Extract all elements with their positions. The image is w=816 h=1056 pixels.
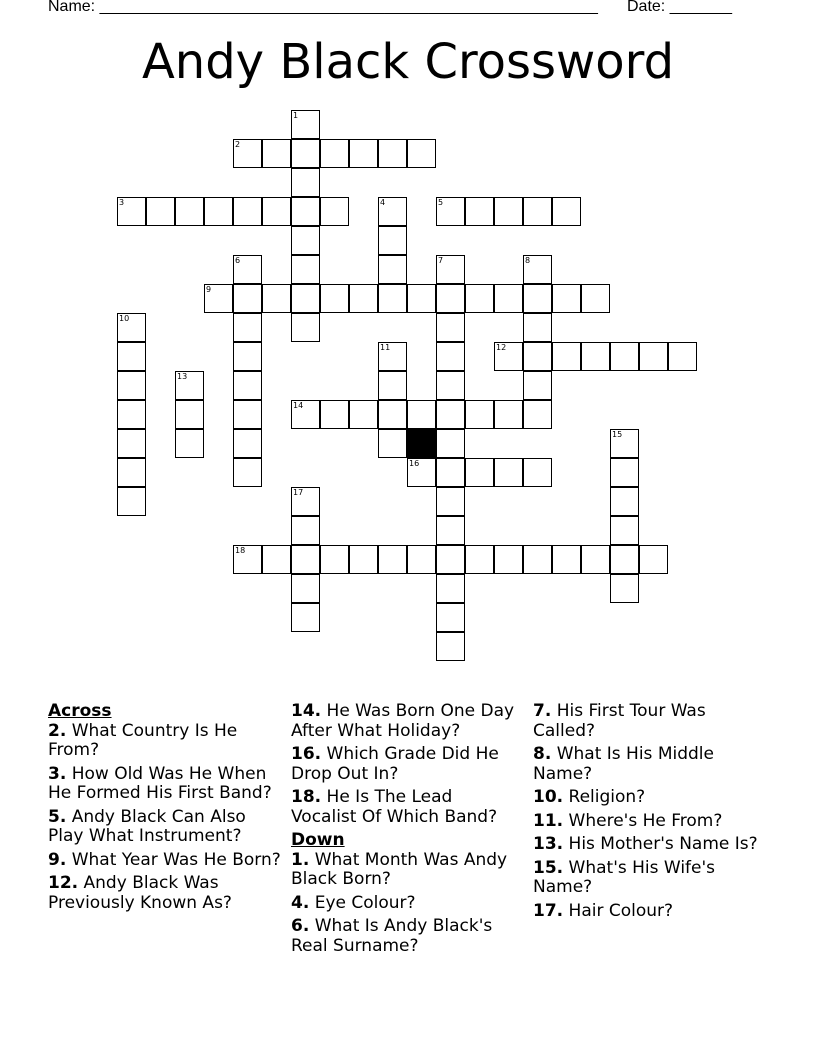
clue-across-16: 16. Which Grade Did He Drop Out In? (291, 744, 499, 784)
grid-cell[interactable] (204, 284, 233, 313)
cell-number: 10 (119, 314, 130, 323)
grid-cell[interactable] (494, 284, 523, 313)
clue-across-14: 14. He Was Born One Day After What Holiday? (291, 701, 515, 741)
grid-cell[interactable] (494, 197, 523, 226)
grid-cell[interactable] (233, 371, 262, 400)
grid-cell[interactable] (610, 458, 639, 487)
grid-cell[interactable] (436, 429, 465, 458)
clue-across-3: 3. How Old Was He When He Formed His First Band? (48, 763, 272, 803)
grid-cell[interactable] (465, 400, 494, 429)
grid-cell[interactable] (204, 197, 233, 226)
grid-cell[interactable] (610, 342, 639, 371)
grid-cell[interactable] (552, 342, 581, 371)
grid-cell[interactable] (523, 342, 552, 371)
grid-cell[interactable] (494, 458, 523, 487)
clue-down-10: 10. Religion? (533, 787, 646, 807)
cell-number: 5 (438, 198, 444, 207)
grid-cell[interactable] (407, 545, 436, 574)
grid-cell[interactable] (233, 313, 262, 342)
clue-down-13: 13. His Mother's Name Is? (533, 834, 758, 854)
grid-cell[interactable] (668, 342, 697, 371)
grid-cell[interactable] (233, 458, 262, 487)
grid-cell[interactable] (407, 284, 436, 313)
grid-cell[interactable] (378, 226, 407, 255)
cell-number: 16 (409, 459, 420, 468)
grid-cell[interactable] (378, 284, 407, 313)
grid-cell[interactable] (581, 545, 610, 574)
grid-cell[interactable] (436, 400, 465, 429)
grid-cell[interactable] (610, 429, 639, 458)
grid-cell[interactable] (291, 284, 320, 313)
cell-number: 18 (235, 546, 246, 555)
grid-cell[interactable] (494, 545, 523, 574)
grid-cell[interactable] (494, 400, 523, 429)
grid-cell[interactable] (523, 197, 552, 226)
grid-cell[interactable] (581, 342, 610, 371)
grid-cell[interactable] (378, 429, 407, 458)
grid-cell[interactable] (523, 255, 552, 284)
grid-cell[interactable] (291, 197, 320, 226)
grid-cell[interactable] (436, 371, 465, 400)
grid-cell[interactable] (117, 429, 146, 458)
grid-cell[interactable] (639, 545, 668, 574)
cell-number: 17 (293, 488, 304, 497)
grid-cell[interactable] (117, 400, 146, 429)
cell-number: 9 (206, 285, 212, 294)
grid-cell[interactable] (639, 342, 668, 371)
grid-cell[interactable] (378, 371, 407, 400)
grid-cell[interactable] (436, 313, 465, 342)
grid-cell[interactable] (436, 545, 465, 574)
grid-cell[interactable] (465, 197, 494, 226)
grid-cell[interactable] (523, 284, 552, 313)
grid-cell[interactable] (436, 458, 465, 487)
grid-cell[interactable] (291, 545, 320, 574)
grid-cell[interactable] (320, 139, 349, 168)
grid-cell[interactable] (407, 400, 436, 429)
clue-across-9: 9. What Year Was He Born? (48, 849, 281, 870)
clue-down-4: 4. Eye Colour? (291, 892, 416, 913)
grid-cell[interactable] (117, 197, 146, 226)
grid-cell[interactable] (262, 284, 291, 313)
clue-down-7: 7. His First Tour Was Called? (533, 701, 706, 741)
grid-cell[interactable] (552, 545, 581, 574)
grid-cell[interactable] (610, 516, 639, 545)
grid-cell[interactable] (117, 342, 146, 371)
grid-cell[interactable] (610, 487, 639, 516)
grid-cell[interactable] (262, 197, 291, 226)
grid-cell[interactable] (465, 458, 494, 487)
grid-cell[interactable] (291, 400, 320, 429)
grid-cell[interactable] (175, 400, 204, 429)
grid-cell[interactable] (349, 545, 378, 574)
grid-cell[interactable] (291, 110, 320, 139)
cell-number: 1 (293, 111, 299, 120)
grid-cell[interactable] (552, 197, 581, 226)
cell-number: 11 (380, 343, 391, 352)
grid-cell[interactable] (465, 284, 494, 313)
grid-cell[interactable] (175, 371, 204, 400)
grid-cell[interactable] (291, 168, 320, 197)
clue-down-1: 1. What Month Was Andy Black Born? (291, 849, 508, 889)
grid-cell[interactable] (349, 400, 378, 429)
grid-cell[interactable] (436, 487, 465, 516)
grid-cell[interactable] (436, 255, 465, 284)
clues-column-1 (48, 702, 283, 917)
cell-number: 6 (235, 256, 241, 265)
grid-cell[interactable] (262, 545, 291, 574)
grid-cell[interactable] (117, 458, 146, 487)
grid-cell[interactable] (436, 516, 465, 545)
grid-cell[interactable] (320, 197, 349, 226)
grid-cell[interactable] (175, 429, 204, 458)
cell-number: 13 (177, 372, 188, 381)
grid-cell[interactable] (407, 458, 436, 487)
clue-down-17: 17. Hair Colour? (533, 900, 674, 921)
grid-cell[interactable] (436, 284, 465, 313)
grid-cell[interactable] (233, 139, 262, 168)
page-title: Andy Black Crossword (141, 34, 675, 90)
grid-cell[interactable] (349, 139, 378, 168)
date-line: Date: _______ (627, 0, 732, 15)
grid-cell[interactable] (233, 255, 262, 284)
clue-across-5: 5. Andy Black Can Also Play What Instrument? (48, 806, 246, 846)
grid-cell[interactable] (378, 139, 407, 168)
grid-cell[interactable] (552, 284, 581, 313)
grid-cell[interactable] (320, 545, 349, 574)
grid-cell[interactable] (523, 545, 552, 574)
cell-number: 2 (235, 140, 241, 149)
grid-cell[interactable] (291, 255, 320, 284)
grid-cell[interactable] (233, 197, 262, 226)
grid-cell[interactable] (378, 545, 407, 574)
cell-number: 3 (119, 198, 125, 207)
clue-across-18: 18. He Is The Lead Vocalist Of Which Band? (291, 787, 498, 827)
clue-across-2: 2. What Country Is He From? (48, 720, 238, 760)
grid-cell[interactable] (523, 371, 552, 400)
grid-cell[interactable] (291, 487, 320, 516)
cell-number: 12 (496, 343, 507, 352)
cell-number: 15 (612, 430, 623, 439)
grid-cell[interactable] (233, 429, 262, 458)
clue-down-6: 6. What Is Andy Black's Real Surname? (291, 916, 493, 956)
grid-cell[interactable] (523, 313, 552, 342)
grid-cell[interactable] (378, 342, 407, 371)
grid-cell[interactable] (117, 313, 146, 342)
clue-down-15: 15. What's His Wife's Name? (533, 857, 716, 897)
clues-column-2 (291, 702, 516, 960)
grid-cell[interactable] (436, 197, 465, 226)
grid-cell[interactable] (436, 632, 465, 661)
grid-cell[interactable] (291, 226, 320, 255)
down-heading: Down (291, 830, 345, 850)
cell-number: 14 (293, 401, 304, 410)
grid-cell[interactable] (378, 400, 407, 429)
clue-down-11: 11. Where's He From? (533, 810, 723, 831)
grid-cell[interactable] (117, 487, 146, 516)
grid-cell[interactable] (233, 284, 262, 313)
grid-cell[interactable] (436, 603, 465, 632)
grid-cell[interactable] (320, 400, 349, 429)
cell-number: 4 (380, 198, 386, 207)
grid-cell[interactable] (494, 342, 523, 371)
grid-cell[interactable] (146, 197, 175, 226)
grid-cell[interactable] (610, 545, 639, 574)
grid-cell[interactable] (465, 545, 494, 574)
clues-column-3 (533, 702, 763, 925)
grid-cell[interactable] (436, 574, 465, 603)
grid-cell[interactable] (291, 313, 320, 342)
grid-cell[interactable] (523, 400, 552, 429)
grid-cell[interactable] (378, 197, 407, 226)
grid-cell[interactable] (262, 139, 291, 168)
clue-across-12: 12. Andy Black Was Previously Known As? (48, 873, 232, 913)
grid-cell[interactable] (233, 545, 262, 574)
grid-cell[interactable] (291, 139, 320, 168)
across-heading: Across (48, 701, 112, 721)
grid-cell[interactable] (291, 574, 320, 603)
grid-cell[interactable] (436, 342, 465, 371)
grid-cell[interactable] (581, 284, 610, 313)
grid-black-cell (407, 429, 436, 458)
grid-cell[interactable] (233, 400, 262, 429)
name-line: Name: ________________________________________________________ (48, 0, 598, 15)
grid-cell[interactable] (320, 284, 349, 313)
grid-cell[interactable] (610, 574, 639, 603)
grid-cell[interactable] (378, 255, 407, 284)
grid-cell[interactable] (233, 342, 262, 371)
cell-number: 7 (438, 256, 444, 265)
grid-cell[interactable] (407, 139, 436, 168)
grid-cell[interactable] (291, 603, 320, 632)
grid-cell[interactable] (175, 197, 204, 226)
cell-number: 8 (525, 256, 531, 265)
grid-cell[interactable] (291, 516, 320, 545)
grid-cell[interactable] (523, 458, 552, 487)
grid-cell[interactable] (349, 284, 378, 313)
clue-down-8: 8. What Is His Middle Name? (533, 744, 714, 784)
grid-cell[interactable] (117, 371, 146, 400)
